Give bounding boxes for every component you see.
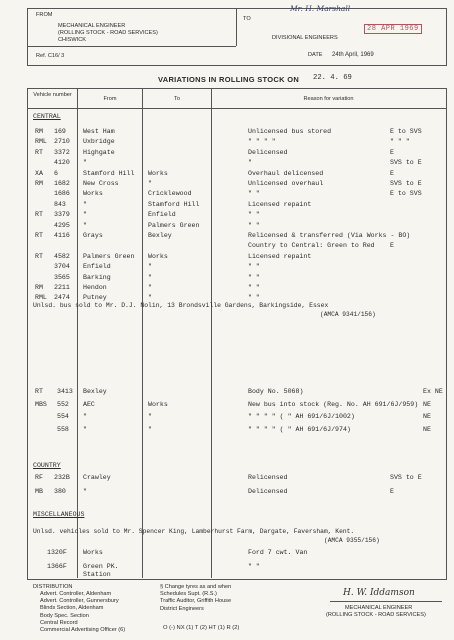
reason-cell: New bus into stock (Reg. No. AH 691/6J/959) xyxy=(248,400,419,408)
from-cell: Green PK. Station xyxy=(83,563,119,578)
reason-cell: " " xyxy=(248,263,260,271)
reason-cell: Licensed repaint xyxy=(248,200,312,208)
misc-sold-line: Unlsd. vehicles sold to Mr. Spencer King, Lamberhurst Farm, Dargate, Faversham, Kent. xyxy=(33,528,355,535)
reason-code-cell: " " " xyxy=(390,138,410,146)
vehicle-number: 3372 xyxy=(54,148,70,156)
unlicensed-sold-line: Unlsd. bus sold to Mr. D.J. Nolin, 13 Brondsville Gardens, Barkingside, Essex xyxy=(33,302,329,309)
reason-code-cell: NE xyxy=(423,400,431,408)
to-cell: Palmers Green xyxy=(148,221,200,229)
vehicle-number: 4116 xyxy=(54,232,70,239)
vehicle-number: 4295 xyxy=(54,221,70,229)
from-cell: Works xyxy=(83,190,103,198)
reason-cell: Overhaul delicensed xyxy=(248,169,324,177)
to-cell: " xyxy=(148,294,152,302)
to-text: DIVISIONAL ENGINEERS xyxy=(272,35,338,41)
memo-title-date: 22. 4. 69 xyxy=(313,74,352,82)
reason-cell: " " xyxy=(248,284,260,291)
reason-cell: " " xyxy=(248,190,260,198)
reason-cell: Unlicensed overhaul xyxy=(248,180,324,187)
distribution-label: DISTRIBUTION xyxy=(33,584,73,590)
section-central: CENTRAL xyxy=(33,113,61,120)
vehicle-type: RML xyxy=(35,294,47,302)
to-cell: " xyxy=(148,425,152,433)
date-label: DATE xyxy=(308,52,323,58)
to-handwritten: Mr. H. Marshall xyxy=(290,4,351,13)
table-row xyxy=(35,263,445,273)
vehicle-number: 232B xyxy=(54,474,70,481)
received-stamp: 28 APR 1969 xyxy=(364,24,422,34)
from-cell: Putney xyxy=(83,294,107,302)
vehicle-type: RT xyxy=(35,148,43,156)
vehicle-number: 558 xyxy=(57,425,69,433)
table-row xyxy=(35,253,445,263)
from-line-2: (ROLLING STOCK - ROAD SERVICES) xyxy=(58,30,158,36)
table-row xyxy=(35,426,445,436)
table-row xyxy=(35,159,445,169)
vehicle-type: RM xyxy=(35,180,43,187)
reason-code-cell: E to SVS xyxy=(390,190,422,198)
table-row xyxy=(35,242,445,252)
to-cell: " xyxy=(148,284,152,291)
vehicle-type: MBS xyxy=(35,400,47,408)
date-value: 24th April, 1969 xyxy=(332,52,374,58)
from-cell: AEC xyxy=(83,400,95,408)
reason-cell: " " xyxy=(248,211,260,219)
reason-code-cell: E xyxy=(390,488,394,495)
distribution-item: District Engineers xyxy=(160,605,204,612)
reason-cell: " " " " ( " AH 691/6J/1002) xyxy=(248,413,355,421)
memo-title: VARIATIONS IN ROLLING STOCK ON xyxy=(158,75,300,84)
distribution-item: Commercial Advertising Officer (6) xyxy=(40,627,126,633)
section-misc: MISCELLANEOUS xyxy=(33,511,85,518)
vehicle-number: 169 xyxy=(54,128,66,135)
from-cell: " xyxy=(83,425,87,433)
signature: H. W. Iddamson xyxy=(343,588,415,598)
table-row xyxy=(35,401,445,411)
from-cell: Highgate xyxy=(83,148,115,156)
reason-code-cell: E xyxy=(390,169,394,177)
reason-code-cell: E to SVS xyxy=(390,128,422,135)
reason-cell: Delicensed xyxy=(248,148,288,156)
to-cell: Enfield xyxy=(148,211,176,219)
from-cell: " xyxy=(83,221,87,229)
vehicle-number: 1366F xyxy=(47,563,67,570)
reason-cell: " " xyxy=(248,563,260,570)
from-line-3: CHISWICK xyxy=(58,37,86,43)
vehicle-number: 552 xyxy=(57,400,69,408)
table-row xyxy=(35,549,445,559)
to-cell: Works xyxy=(148,252,168,260)
signoff-line-1: MECHANICAL ENGINEER xyxy=(345,605,413,611)
vehicle-number: 3379 xyxy=(54,211,70,219)
vehicle-type: RM xyxy=(35,128,43,135)
distribution-item: Schedules Supt. (R.S.) xyxy=(160,591,217,598)
distribution-codes: O (-) NX (1) T (2) HT (1) R (2) xyxy=(163,625,240,631)
table-row xyxy=(35,170,445,180)
from-cell: Palmers Green xyxy=(83,252,135,260)
to-label: TO xyxy=(243,16,251,22)
vehicle-number: 843 xyxy=(54,200,66,208)
vehicle-number: 1320F xyxy=(47,549,67,556)
from-label: FROM xyxy=(36,12,53,18)
distribution-item: Central Record xyxy=(40,619,78,626)
from-cell: West Ham xyxy=(83,128,115,135)
table-row xyxy=(35,180,445,190)
from-cell: Grays xyxy=(83,232,103,239)
table-row xyxy=(35,138,445,148)
vehicle-number: 380 xyxy=(54,488,66,495)
vehicle-type: RT xyxy=(35,232,43,239)
section-country: COUNTRY xyxy=(33,462,61,469)
table-row xyxy=(35,388,445,398)
vehicle-type: RT xyxy=(35,388,43,395)
reason-cell: " xyxy=(248,159,252,167)
table-row xyxy=(35,488,445,498)
vehicle-number: 554 xyxy=(57,413,69,421)
vehicle-number: 2211 xyxy=(54,284,70,291)
reason-code-cell: E xyxy=(390,148,394,156)
reason-cell: Relicensed xyxy=(248,474,288,481)
table-row xyxy=(35,274,445,284)
reason-cell: Delicensed xyxy=(248,488,288,495)
header-divider xyxy=(236,8,237,46)
vehicle-number: 3704 xyxy=(54,263,70,271)
vehicle-number: 3413 xyxy=(57,388,73,395)
vehicle-number: 2710 xyxy=(54,138,70,146)
reason-code-cell: SVS to E xyxy=(390,159,422,167)
vehicle-number: 2474 xyxy=(54,294,70,302)
from-cell: Barking xyxy=(83,273,111,281)
reason-code-cell: E xyxy=(390,242,394,250)
vehicle-number: 1682 xyxy=(54,180,70,187)
vehicle-type: RML xyxy=(35,138,47,146)
table-row xyxy=(35,474,445,484)
distribution-item: Advert. Controller, Gunnersbury xyxy=(40,598,119,605)
distribution-item: § Change tyres as and when xyxy=(160,584,232,590)
ref-number: Ref. C16/ 3 xyxy=(36,53,65,59)
table-row xyxy=(35,222,445,232)
distribution-item: Advert. Controller, Aldenham xyxy=(40,591,112,597)
from-cell: " xyxy=(83,211,87,219)
from-cell: Bexley xyxy=(83,388,107,395)
reason-cell: " " " " xyxy=(248,138,276,146)
header-box xyxy=(27,8,447,66)
vehicle-type: RF xyxy=(35,474,43,481)
col-header-from: From xyxy=(103,96,117,102)
table-row xyxy=(35,128,445,138)
from-cell: Crawley xyxy=(83,474,111,481)
from-cell: Uxbridge xyxy=(83,138,115,146)
vehicle-type: MB xyxy=(35,488,43,495)
table-header-rule xyxy=(27,108,446,109)
reason-cell: Relicensed & transferred (Via Works - BO) xyxy=(248,232,411,239)
from-cell: " xyxy=(83,413,87,421)
from-cell: Stamford Hill xyxy=(83,169,135,177)
col-header-to: To xyxy=(174,96,180,102)
table-row xyxy=(35,190,445,200)
reason-cell: Ford 7 cwt. Van xyxy=(248,549,308,556)
misc-sold-ref: (AMCA 9355/156) xyxy=(324,537,380,544)
vehicle-type: RT xyxy=(35,211,43,219)
table-row xyxy=(35,232,445,242)
table-row xyxy=(35,149,445,159)
from-cell: Enfield xyxy=(83,263,111,271)
to-cell: " xyxy=(148,263,152,271)
table-row xyxy=(35,211,445,221)
table-row xyxy=(35,413,445,423)
to-cell: " xyxy=(148,180,152,187)
to-cell: Stamford Hill xyxy=(148,200,200,208)
signoff-line-2: (ROLLING STOCK - ROAD SERVICES) xyxy=(326,612,426,618)
from-cell: Hendon xyxy=(83,284,107,291)
reason-cell: " " xyxy=(248,221,260,229)
from-cell: Works xyxy=(83,549,103,556)
to-cell: " xyxy=(148,273,152,281)
from-cell: " xyxy=(83,200,87,208)
reason-code-cell: NE xyxy=(423,413,431,421)
signature-rule xyxy=(330,601,442,602)
reason-code-cell: SVS to E xyxy=(390,474,422,481)
reason-code-cell: NE xyxy=(423,425,431,433)
distribution-item: Body Spec. Section xyxy=(40,612,89,619)
reason-cell: Licensed repaint xyxy=(248,252,312,260)
to-cell: " xyxy=(148,413,152,421)
from-cell: New Cross xyxy=(83,180,119,187)
from-cell: " xyxy=(83,488,87,495)
col-header-vehicle: Vehicle number xyxy=(33,92,72,98)
table-row xyxy=(35,201,445,211)
to-cell: Works xyxy=(148,169,168,177)
vehicle-number: 4120 xyxy=(54,159,70,167)
col-header-reason: Reason for variation xyxy=(303,96,354,102)
distribution-item: Blinds Section, Aldenham xyxy=(40,605,104,612)
to-cell: Works xyxy=(148,400,168,408)
to-cell: Cricklewood xyxy=(148,190,192,198)
unlicensed-sold-ref: (AMCA 9341/156) xyxy=(320,311,376,318)
vehicle-number: 3565 xyxy=(54,273,70,281)
reason-code-cell: SVS to E xyxy=(390,180,422,187)
reason-code-cell: Ex NE xyxy=(423,388,443,395)
reason-cell: " " xyxy=(248,294,260,302)
vehicle-type: RT xyxy=(35,252,43,260)
header-ref-rule xyxy=(27,46,236,47)
reason-cell: " " " " ( " AH 691/6J/974) xyxy=(248,425,351,433)
reason-cell: Unlicensed bus stored xyxy=(248,128,332,135)
vehicle-number: 4582 xyxy=(54,252,70,260)
vehicle-number: 6 xyxy=(54,169,58,177)
reason-cell: Body No. 5068) xyxy=(248,388,304,395)
from-cell: " xyxy=(83,159,87,167)
vehicle-number: 1686 xyxy=(54,190,70,198)
distribution-item: Traffic Auditor, Griffith House xyxy=(160,598,232,605)
reason-cell: Country to Central: Green to Red xyxy=(248,242,375,250)
vehicle-type: RM xyxy=(35,284,43,291)
vehicle-type: XA xyxy=(35,169,43,177)
reason-cell: " " xyxy=(248,273,260,281)
to-cell: Bexley xyxy=(148,232,172,239)
table-row xyxy=(35,563,445,578)
table-row xyxy=(35,284,445,294)
from-line-1: MECHANICAL ENGINEER xyxy=(58,23,126,29)
